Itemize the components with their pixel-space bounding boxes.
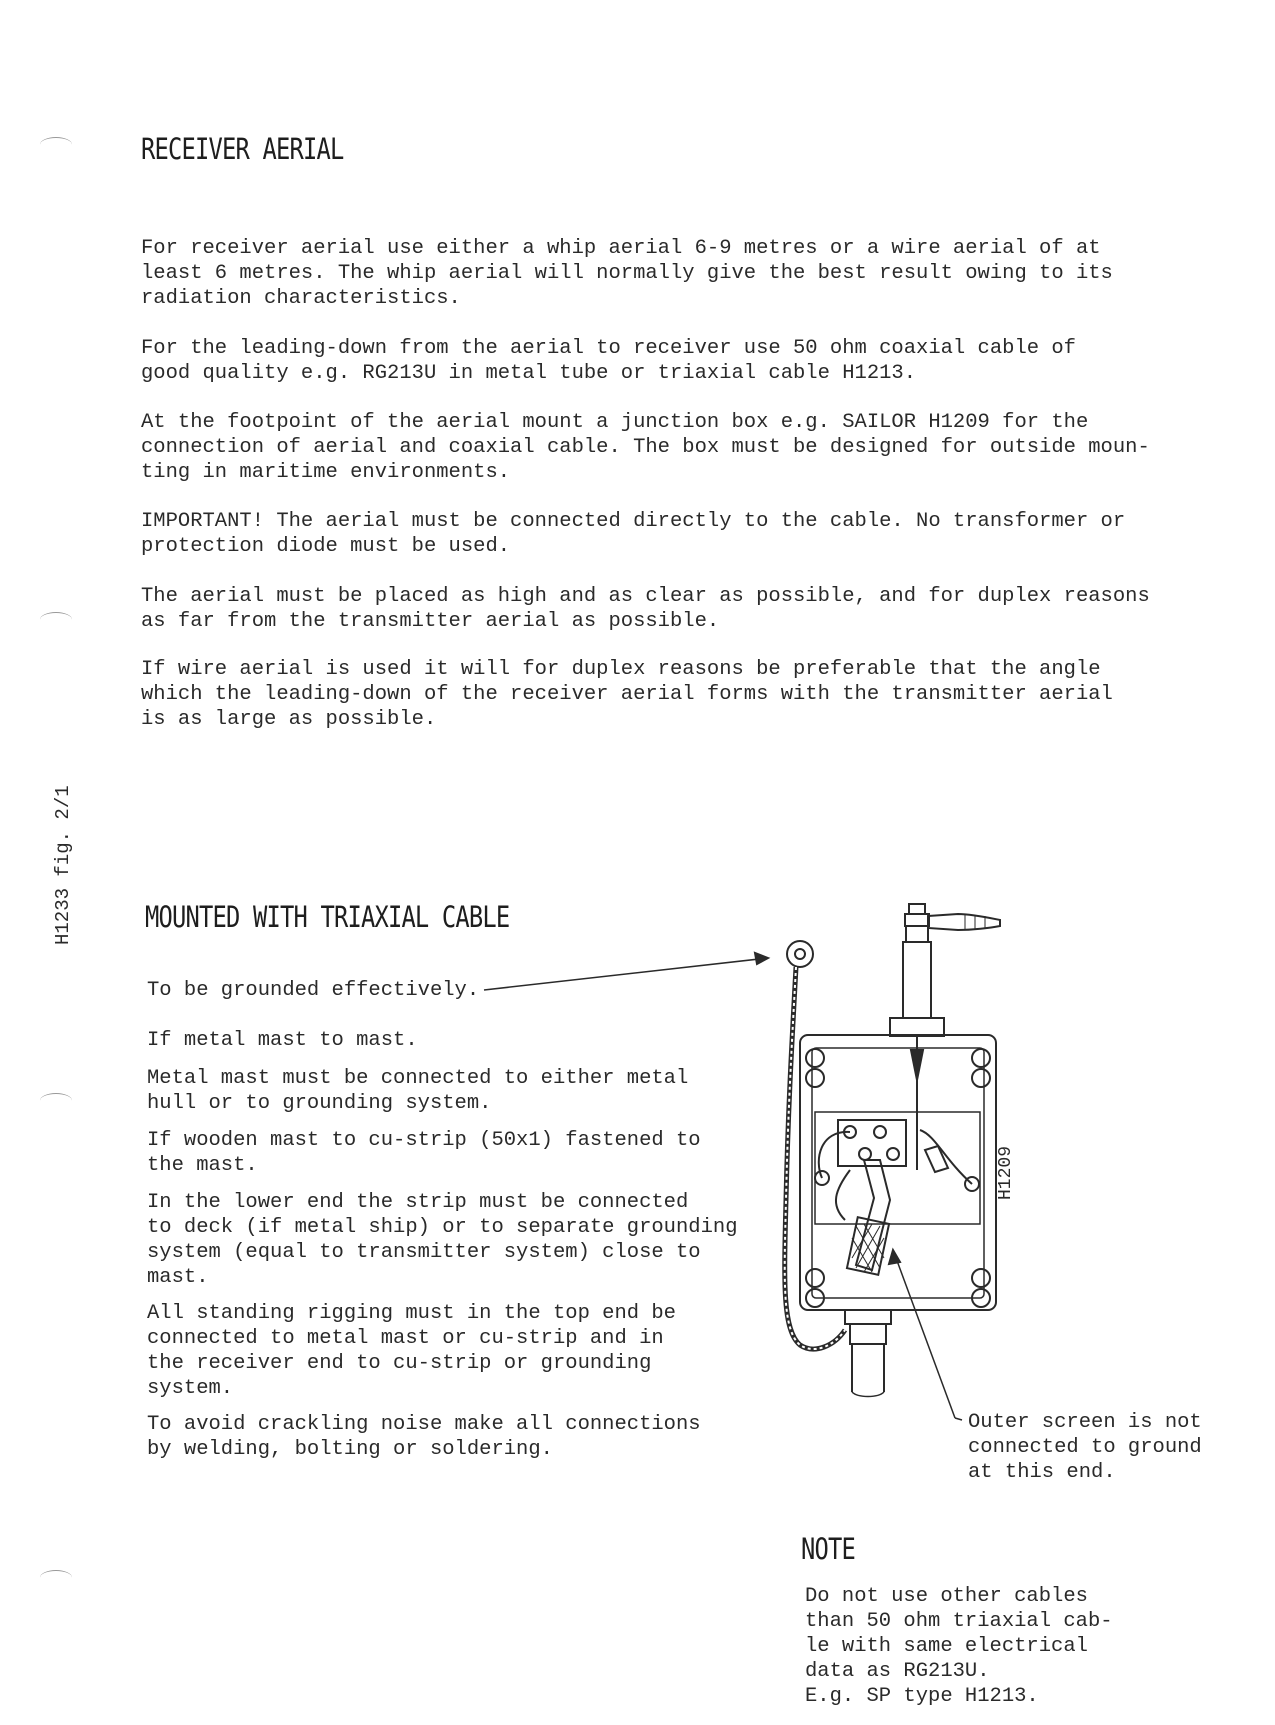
section-title: MOUNTED WITH TRIAXIAL CABLE	[145, 900, 510, 934]
junction-box	[800, 1035, 996, 1310]
paragraph-6: If wire aerial is used it will for duplex reasons be preferable that the angle which the leading-down of the receiver aerial forms with the transmitter aerial is as large as possible.	[141, 658, 1113, 731]
mounting-hole-icon	[806, 1069, 824, 1087]
protection-fuse	[925, 1146, 948, 1172]
screw-icon	[887, 1148, 899, 1160]
aerial-top-nut	[909, 904, 925, 914]
mounting-hole-icon	[972, 1069, 990, 1087]
arrowhead-icon	[755, 953, 768, 964]
page-title: RECEIVER AERIAL	[141, 132, 344, 166]
mounting-hole-icon	[972, 1269, 990, 1287]
mounting-hole-icon	[806, 1269, 824, 1287]
instruction-hull: Metal mast must be connected to either metal hull or to grounding system.	[147, 1067, 689, 1115]
instruction-rigging: All standing rigging must in the top end be connected to metal mast or cu-strip and in the receiver end to cu-strip or grounding system.	[147, 1302, 676, 1400]
conductor-tip	[911, 1050, 923, 1080]
instruction-crackling: To avoid crackling noise make all connections by welding, bolting or soldering.	[147, 1413, 701, 1461]
paragraph-4: IMPORTANT! The aerial must be connected directly to the cable. No transformer or protection diode must be used.	[141, 510, 1126, 558]
mounting-hole-icon	[972, 1049, 990, 1067]
triaxial-cable	[852, 1344, 884, 1392]
paragraph-3: At the footpoint of the aerial mount a junction box e.g. SAILOR H1209 for the connection of aerial and coaxial cable. The box must be designed for outside moun- ting in maritime environments.	[141, 411, 1150, 484]
paragraph-2: For the leading-down from the aerial to receiver use 50 ohm coaxial cable of good quality e.g. RG213U in metal tube or triaxial cable H1213.	[141, 337, 1076, 385]
callout-tick	[955, 1418, 962, 1420]
paragraph-1: For receiver aerial use either a whip aerial 6-9 metres or a wire aerial of at least 6 metres. The whip aerial will normally give the best result owing to its radiation characteristics.	[141, 237, 1113, 310]
mounting-hole-icon	[806, 1049, 824, 1067]
callout-pointer	[896, 1258, 955, 1418]
aerial-clamp	[906, 926, 928, 942]
aerial-insulator	[903, 942, 931, 1018]
figure-reference-label: H1233 fig. 2/1	[52, 785, 74, 945]
internal-wire	[836, 1170, 850, 1220]
screw-icon	[874, 1126, 886, 1138]
box-model-label: H1209	[996, 1145, 1016, 1200]
note-text: Do not use other cables than 50 ohm triaxial cab- le with same electrical data as RG213U. E.g. SP type H1213.	[805, 1585, 1113, 1708]
instruction-wooden-mast: If wooden mast to cu-strip (50x1) fastened to the mast.	[147, 1129, 701, 1177]
ground-arrow-line	[484, 958, 768, 990]
paragraph-5: The aerial must be placed as high and as clear as possible, and for duplex reasons as far from the transmitter aerial as possible.	[141, 585, 1150, 633]
screw-icon	[859, 1148, 871, 1160]
cable-end	[852, 1392, 884, 1397]
instruction-grounded: To be grounded effectively.	[147, 979, 480, 1002]
note-title: NOTE	[801, 1532, 855, 1566]
callout-arrowhead-icon	[889, 1250, 900, 1264]
aerial-top-washer	[905, 914, 929, 926]
ground-lug-icon	[787, 941, 813, 967]
aerial-lug-icon	[928, 914, 1000, 930]
ground-lug-hole	[795, 949, 805, 959]
instruction-strip: In the lower end the strip must be connected to deck (if metal ship) or to separate grounding system (equal to transmitter system) close to mast.	[147, 1191, 738, 1289]
cable-gland-nut	[850, 1324, 886, 1344]
aerial-base-flange	[890, 1018, 944, 1036]
instruction-metal-mast: If metal mast to mast.	[147, 1029, 418, 1052]
cable-gland	[845, 1310, 891, 1324]
outer-screen-callout: Outer screen is not connected to ground at this end.	[968, 1411, 1202, 1484]
